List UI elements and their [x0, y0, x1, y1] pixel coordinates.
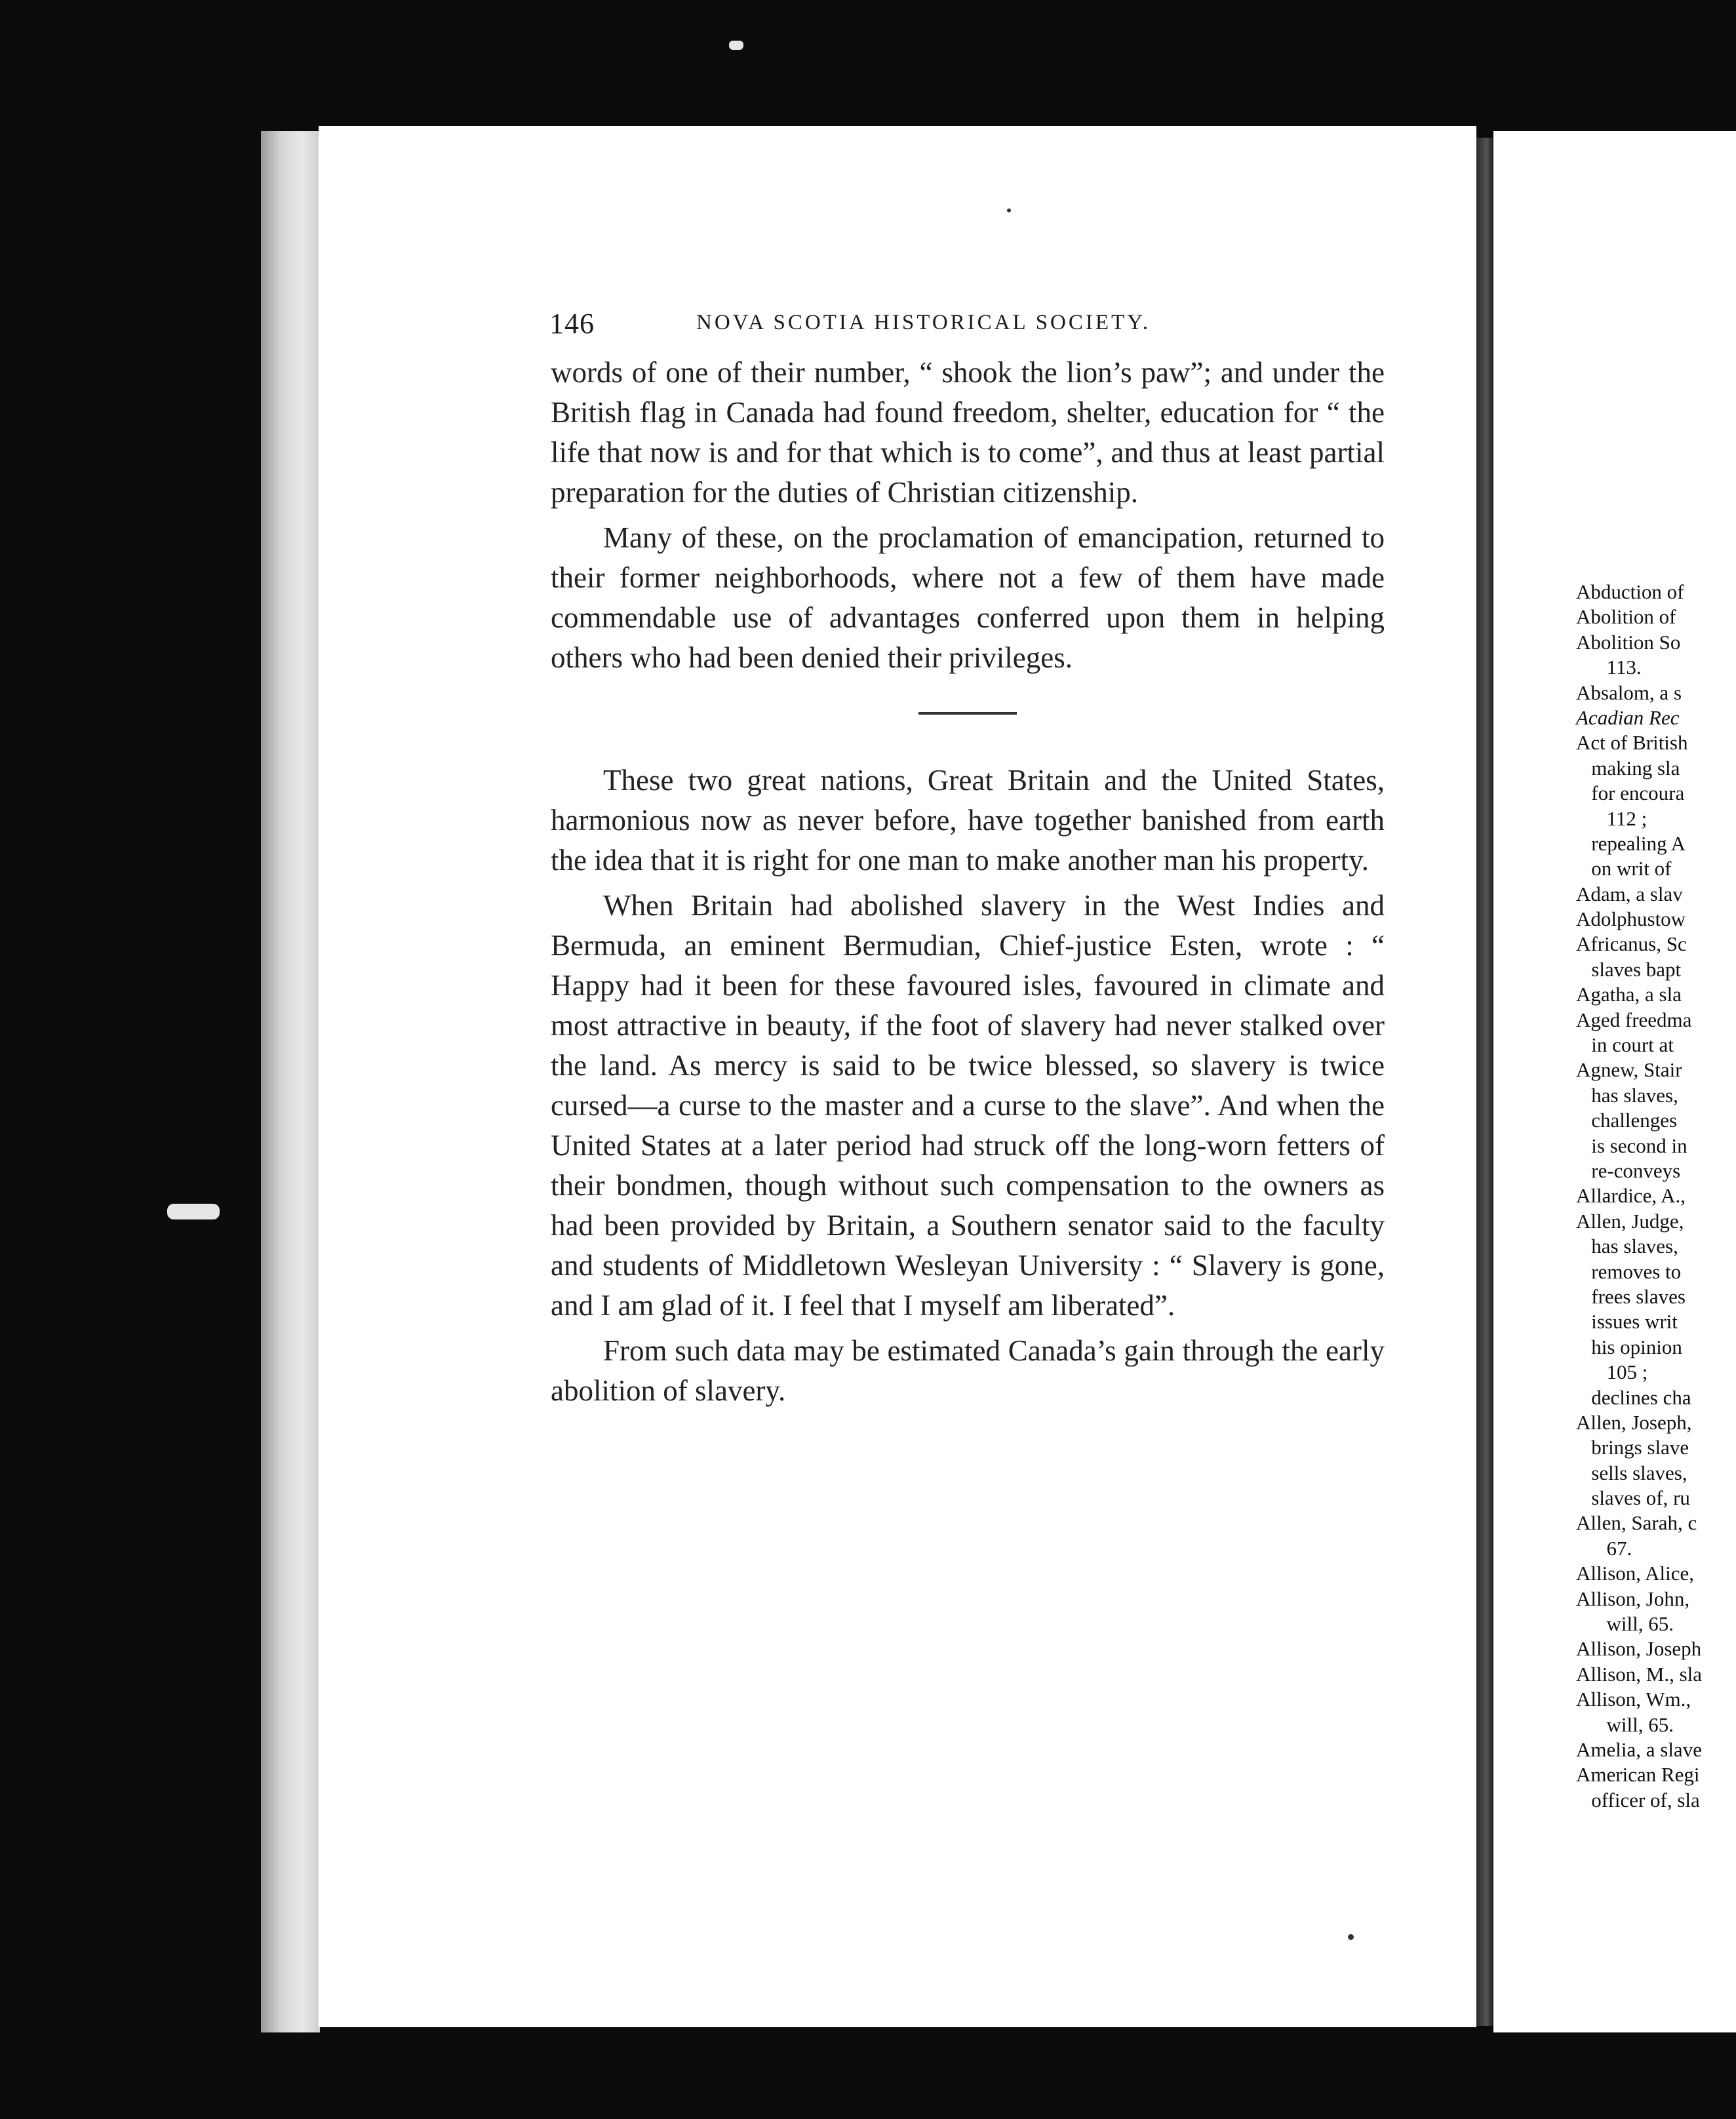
- index-entry: American Regi: [1576, 1763, 1700, 1787]
- index-entry: 67.: [1576, 1536, 1632, 1560]
- page-number: 146: [549, 307, 595, 340]
- index-entry: frees slaves: [1576, 1284, 1686, 1308]
- index-entry: has slaves,: [1576, 1083, 1678, 1107]
- index-entry: Aged freedma: [1576, 1008, 1692, 1031]
- book-fore-edge: [261, 131, 320, 2032]
- running-head: NOVA SCOTIA HISTORICAL SOCIETY.: [696, 311, 1151, 334]
- index-entry: Acadian Rec: [1576, 705, 1680, 729]
- index-entry: officer of, sla: [1576, 1788, 1700, 1812]
- index-entry: 113.: [1576, 656, 1642, 679]
- index-entry: Allison, Joseph: [1576, 1637, 1702, 1661]
- index-entry: Allison, Alice,: [1576, 1562, 1694, 1585]
- index-entry: Absalom, a s: [1576, 681, 1682, 704]
- index-entry: slaves bapt: [1576, 957, 1682, 981]
- index-entry: has slaves,: [1576, 1235, 1678, 1258]
- index-entry: issues writ: [1576, 1310, 1678, 1334]
- index-entry: removes to: [1576, 1259, 1682, 1283]
- index-entry: Abolition So: [1576, 630, 1681, 654]
- index-entry: Amelia, a slave: [1576, 1737, 1702, 1761]
- index-entry: Act of British: [1576, 731, 1688, 755]
- index-entry: in court at: [1576, 1033, 1674, 1057]
- section-divider: [918, 712, 1017, 715]
- index-entry: Allison, John,: [1576, 1587, 1690, 1610]
- index-entry: 105 ;: [1576, 1360, 1648, 1384]
- body-text: [551, 353, 1385, 1411]
- scan-speck: [1007, 208, 1011, 212]
- index-entry: is second in: [1576, 1134, 1687, 1157]
- index-entry: for encoura: [1576, 782, 1685, 805]
- index-entry: Adolphustow: [1576, 907, 1686, 931]
- page-header: [549, 307, 1389, 344]
- index-entry: Allen, Joseph,: [1576, 1410, 1692, 1434]
- index-entry: will, 65.: [1576, 1713, 1674, 1736]
- index-entry: Allen, Sarah, c: [1576, 1511, 1697, 1535]
- scan-speck: [729, 41, 743, 50]
- scan-speck: [167, 1204, 220, 1219]
- index-entry: making sla: [1576, 756, 1680, 780]
- index-entry: brings slave: [1576, 1436, 1689, 1459]
- paragraph: words of one of their number, “ shook the lion’s paw”; and under the British flag in Canada had found freedom, shelter, education for “ the life that now is and for that which is to come”, and thus at least partial preparation for the duties of Christian citizenship.: [551, 356, 1385, 509]
- index-entry: Adam, a slav: [1576, 882, 1683, 905]
- index-entry: Allen, Judge,: [1576, 1209, 1684, 1233]
- index-entry: challenges: [1576, 1109, 1678, 1132]
- index-entry: declines cha: [1576, 1385, 1691, 1409]
- index-column: [1576, 580, 1736, 1813]
- index-entry: Abolition of: [1576, 605, 1676, 629]
- paragraph: When Britain had abolished slavery in the West Indies and Bermuda, an eminent Bermudian, Chief-justice Esten, wrote : “ Happy had it been for these favoured isles, favoured in climate and most attractive in beauty, if the foot of slavery had never stalked over the land. As mercy is said to be twice blessed, so slavery is twice cursed—a curse to the master and a curse to the slave”. And when the United States at a later period had struck off the long-worn fetters of their bondmen, though without such compensation to the owners as had been provided by Britain, a Southern senator said to the faculty and students of Middletown Wesleyan University : “ Slavery is gone, and I am glad of it. I feel that I myself am liberated”.: [551, 889, 1385, 1322]
- index-entry: 112 ;: [1576, 806, 1647, 830]
- index-entry: Allison, M., sla: [1576, 1662, 1703, 1686]
- index-entry: Allardice, A.,: [1576, 1184, 1686, 1208]
- index-entry: Allison, Wm.,: [1576, 1688, 1691, 1711]
- index-entry: re-conveys: [1576, 1159, 1681, 1182]
- index-entry: on writ of: [1576, 857, 1672, 881]
- paragraph: Many of these, on the proclamation of emancipation, returned to their former neighborhoods, where not a few of them have made commendable use of advantages conferred upon them in helping others who had been denied their privileges.: [551, 521, 1385, 674]
- paragraph: From such data may be estimated Canada’s gain through the early abolition of slavery.: [551, 1334, 1385, 1407]
- index-entry: his opinion: [1576, 1335, 1682, 1358]
- index-entry: Africanus, Sc: [1576, 932, 1687, 956]
- index-entry: sells slaves,: [1576, 1461, 1687, 1484]
- index-entry: repealing A: [1576, 831, 1686, 855]
- index-entry: slaves of, ru: [1576, 1486, 1690, 1510]
- index-entry: will, 65.: [1576, 1612, 1674, 1636]
- index-entry: Abduction of: [1576, 580, 1684, 603]
- book-gutter: [1476, 138, 1493, 2026]
- index-entry: Agnew, Stair: [1576, 1058, 1682, 1082]
- paragraph: These two great nations, Great Britain and the United States, harmonious now as never before, have together banished from earth the idea that it is right for one man to make another man his property.: [551, 764, 1385, 877]
- index-entry: Agatha, a sla: [1576, 983, 1682, 1006]
- scan-speck: [1348, 1934, 1354, 1940]
